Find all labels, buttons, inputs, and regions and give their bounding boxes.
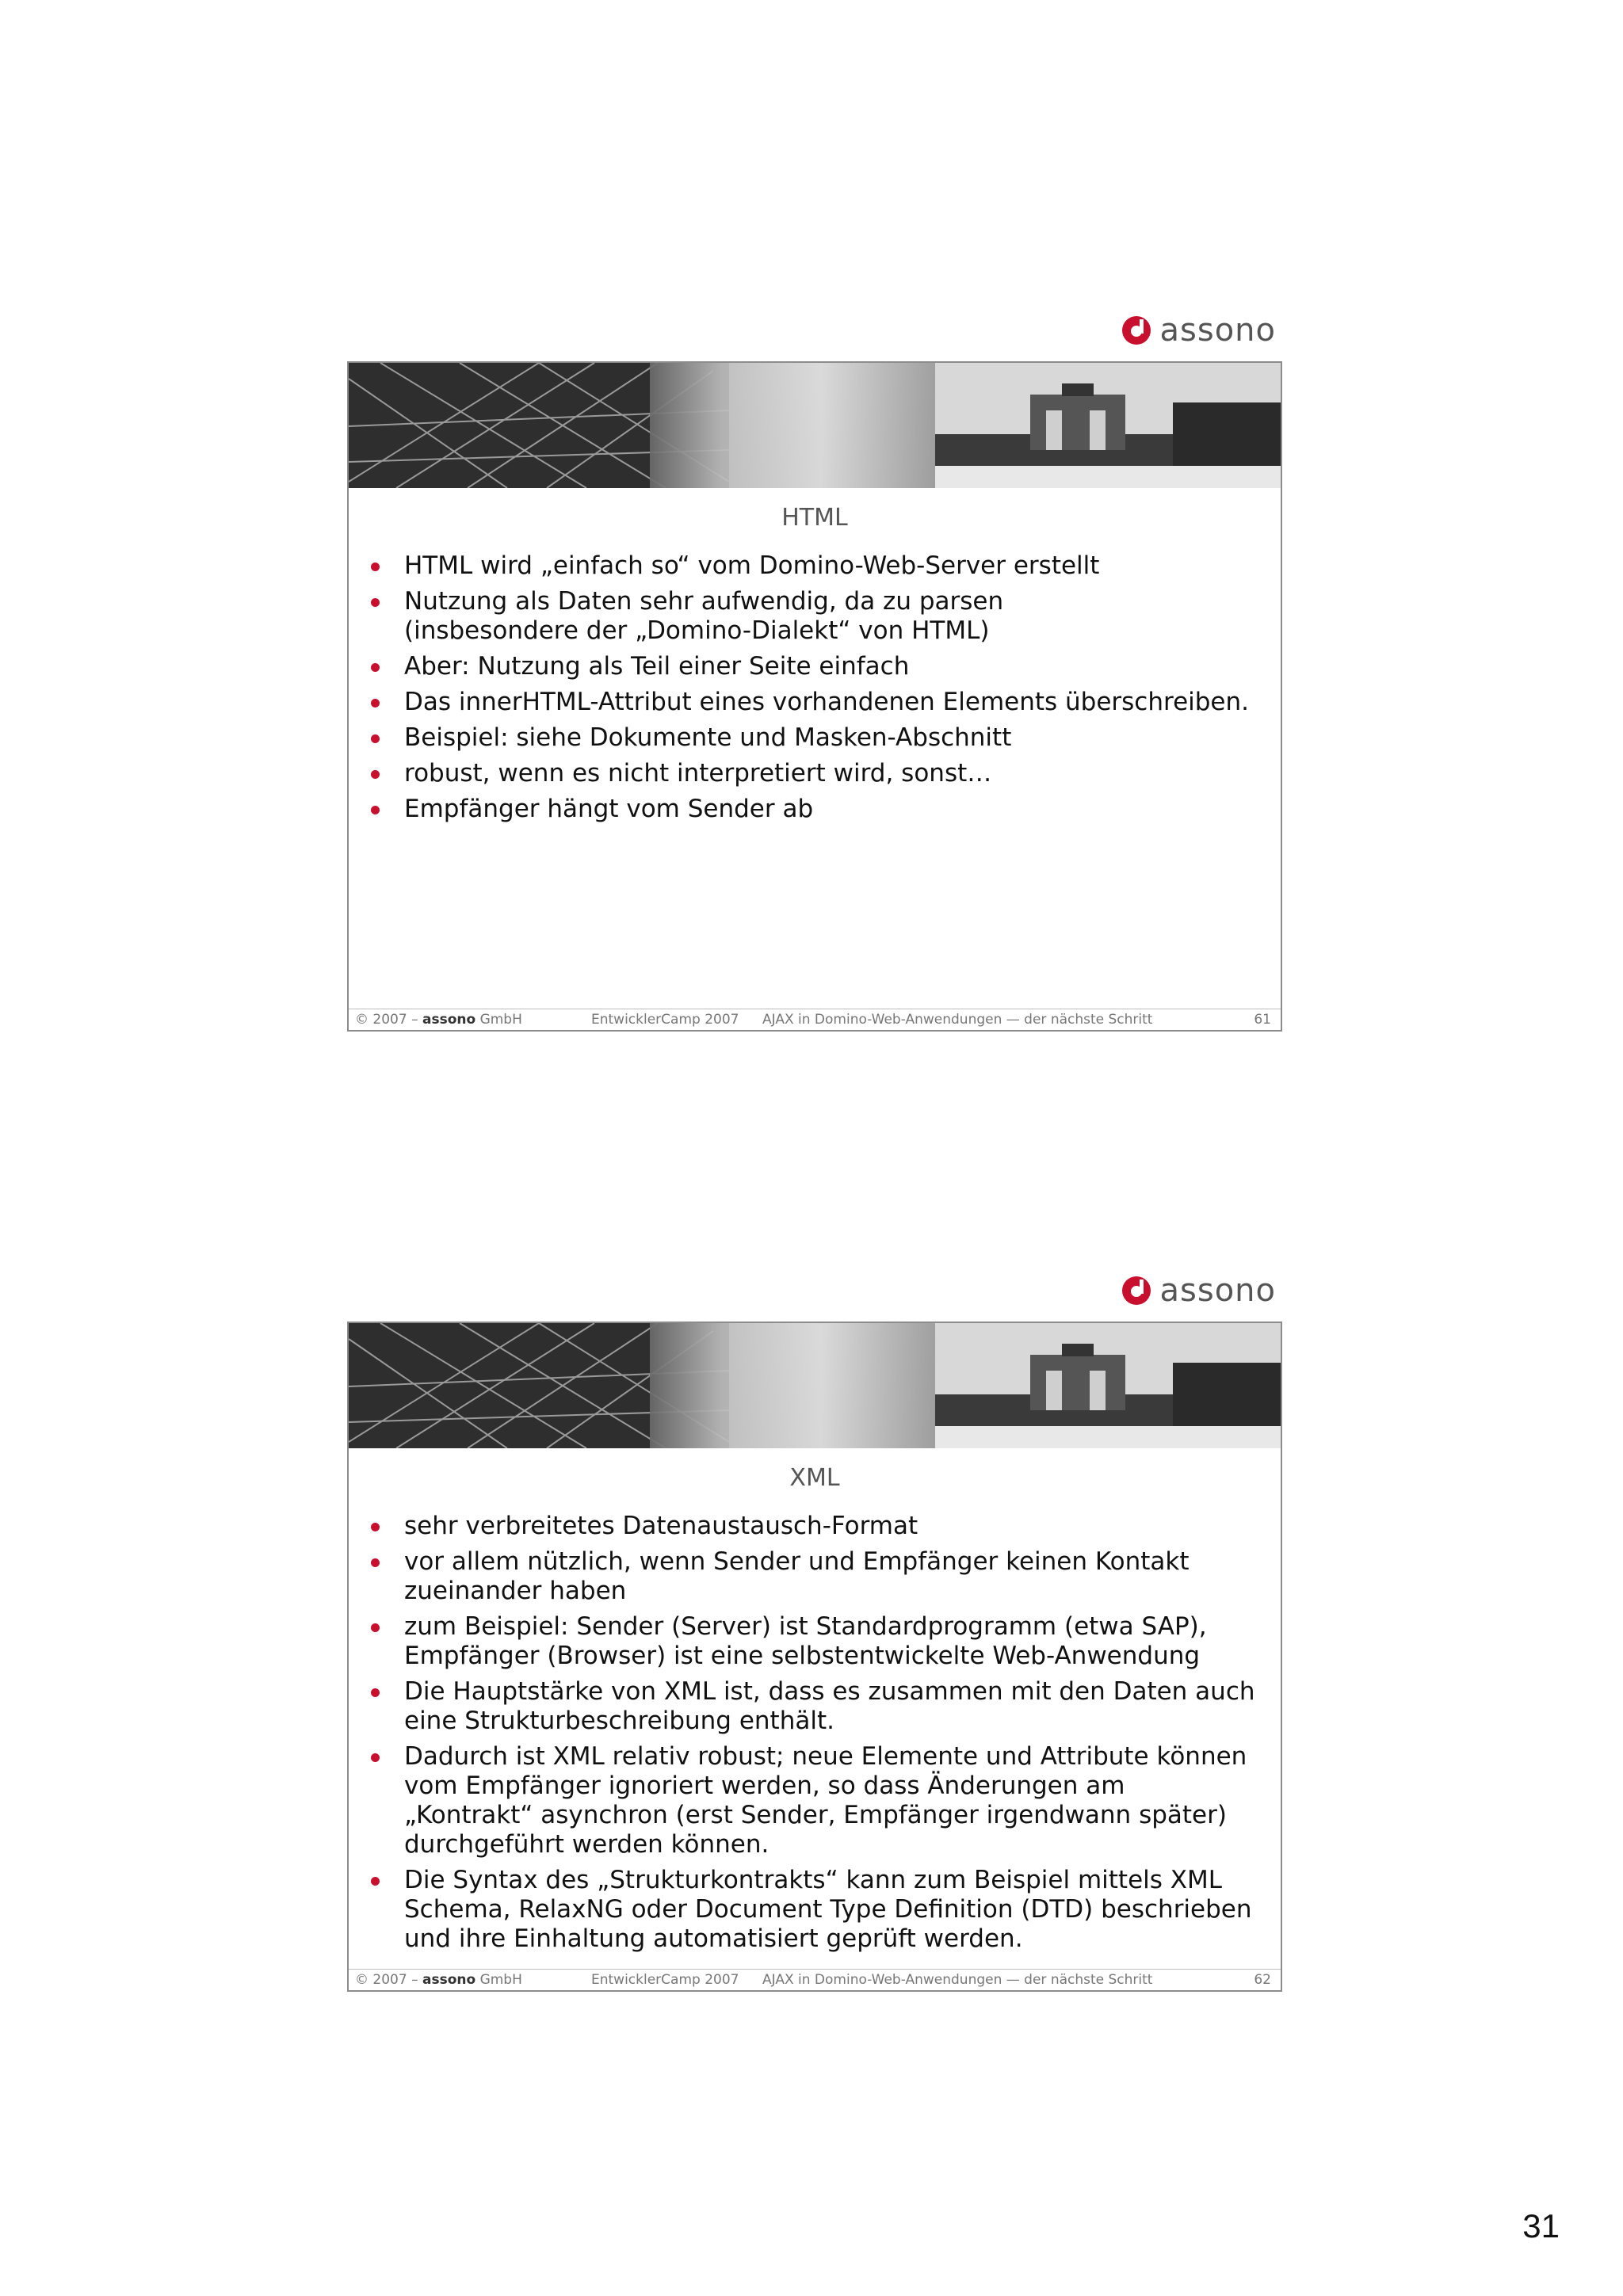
bullet-dot-icon <box>371 699 380 707</box>
logo-text: assono <box>1159 312 1276 349</box>
bullet-dot-icon <box>371 1753 380 1762</box>
bullet-dot-icon <box>371 1558 380 1567</box>
page-number: 31 <box>1522 2207 1560 2245</box>
footer-talk-title: AJAX in Domino-Web-Anwendungen — der nächste Schritt <box>762 1012 1153 1028</box>
slide-footer <box>349 1009 1281 1030</box>
bullet-text: vor allem nützlich, wenn Sender und Empfänger keinen Kontakt zueinander haben <box>404 1547 1190 1605</box>
bullet-text: Empfänger hängt vom Sender ab <box>404 795 814 823</box>
bullet-text: zum Beispiel: Sender (Server) ist Standardprogramm (etwa SAP), Empfänger (Browser) ist eine selbstentwickelte Web-Anwendung <box>404 1612 1207 1670</box>
bullet-text: Dadurch ist XML relativ robust; neue Elemente und Attribute können vom Empfänger ignoriert werden, so dass Änderungen am „Kontrakt“ asynchron (erst Sender, Empfänger irgendwann später) durchgeführt werden können. <box>404 1742 1247 1859</box>
bullet-item <box>368 1866 1271 1954</box>
footer-copyright: © 2007 – assono GmbH <box>355 1972 522 1988</box>
bullet-text: Aber: Nutzung als Teil einer Seite einfach <box>404 652 910 681</box>
assono-logo-mark-icon <box>1121 1275 1152 1306</box>
bullet-list <box>368 551 1271 830</box>
bullet-dot-icon <box>371 1623 380 1632</box>
bullet-dot-icon <box>371 806 380 814</box>
bullet-item <box>368 795 1271 824</box>
slide-title: HTML <box>781 504 848 532</box>
bullet-text: Das innerHTML-Attribut eines vorhandenen Elements überschreiben. <box>404 688 1250 716</box>
footer-talk-title: AJAX in Domino-Web-Anwendungen — der nächste Schritt <box>762 1972 1153 1988</box>
footer-event: EntwicklerCamp 2007 <box>591 1972 739 1988</box>
bullet-dot-icon <box>371 1688 380 1697</box>
bullet-item <box>368 652 1271 681</box>
banner-photo <box>349 363 1281 488</box>
footer-event: EntwicklerCamp 2007 <box>591 1012 739 1028</box>
bullet-item <box>368 688 1271 717</box>
bullet-item <box>368 759 1271 788</box>
slide-footer <box>349 1969 1281 1990</box>
slide-number: 61 <box>1254 1012 1271 1028</box>
slide-frame <box>347 1322 1282 1992</box>
bullet-dot-icon <box>371 770 380 779</box>
bullet-item <box>368 551 1271 581</box>
logo-text: assono <box>1159 1272 1276 1309</box>
bullet-item <box>368 723 1271 753</box>
bullet-list <box>368 1512 1271 1960</box>
bullet-dot-icon <box>371 1877 380 1886</box>
bullet-dot-icon <box>371 598 380 607</box>
bullet-text: Die Syntax des „Strukturkontrakts“ kann zum Beispiel mittels XML Schema, RelaxNG oder Document Type Definition (DTD) beschrieben und ihre Einhaltung automatisiert geprüft werden. <box>404 1866 1252 1953</box>
bullet-text: robust, wenn es nicht interpretiert wird, sonst… <box>404 759 992 788</box>
bullet-text: Die Hauptstärke von XML ist, dass es zusammen mit den Daten auch eine Strukturbeschreibung enthält. <box>404 1677 1255 1735</box>
bullet-text: Nutzung als Daten sehr aufwendig, da zu parsen (insbesondere der „Domino-Dialekt“ von HTML) <box>404 587 1004 645</box>
footer-copyright: © 2007 – assono GmbH <box>355 1012 522 1028</box>
bullet-text: Beispiel: siehe Dokumente und Masken-Abschnitt <box>404 723 1012 752</box>
bullet-item <box>368 1612 1271 1671</box>
bullet-item <box>368 1547 1271 1606</box>
assono-logo <box>1121 1271 1277 1310</box>
bullet-dot-icon <box>371 1523 380 1531</box>
bullet-dot-icon <box>371 563 380 571</box>
bullet-item <box>368 1677 1271 1736</box>
bullet-dot-icon <box>371 663 380 672</box>
slide-frame <box>347 361 1282 1032</box>
slide-title: XML <box>789 1464 840 1492</box>
slide-number: 62 <box>1254 1972 1271 1988</box>
assono-logo <box>1121 311 1277 350</box>
bullet-item <box>368 587 1271 646</box>
banner-photo <box>349 1323 1281 1448</box>
bullet-text: HTML wird „einfach so“ vom Domino-Web-Server erstellt <box>404 551 1100 580</box>
bullet-item <box>368 1512 1271 1541</box>
bullet-item <box>368 1742 1271 1859</box>
assono-logo-mark-icon <box>1121 315 1152 346</box>
bullet-text: sehr verbreitetes Datenaustausch-Format <box>404 1512 918 1540</box>
bullet-dot-icon <box>371 734 380 743</box>
